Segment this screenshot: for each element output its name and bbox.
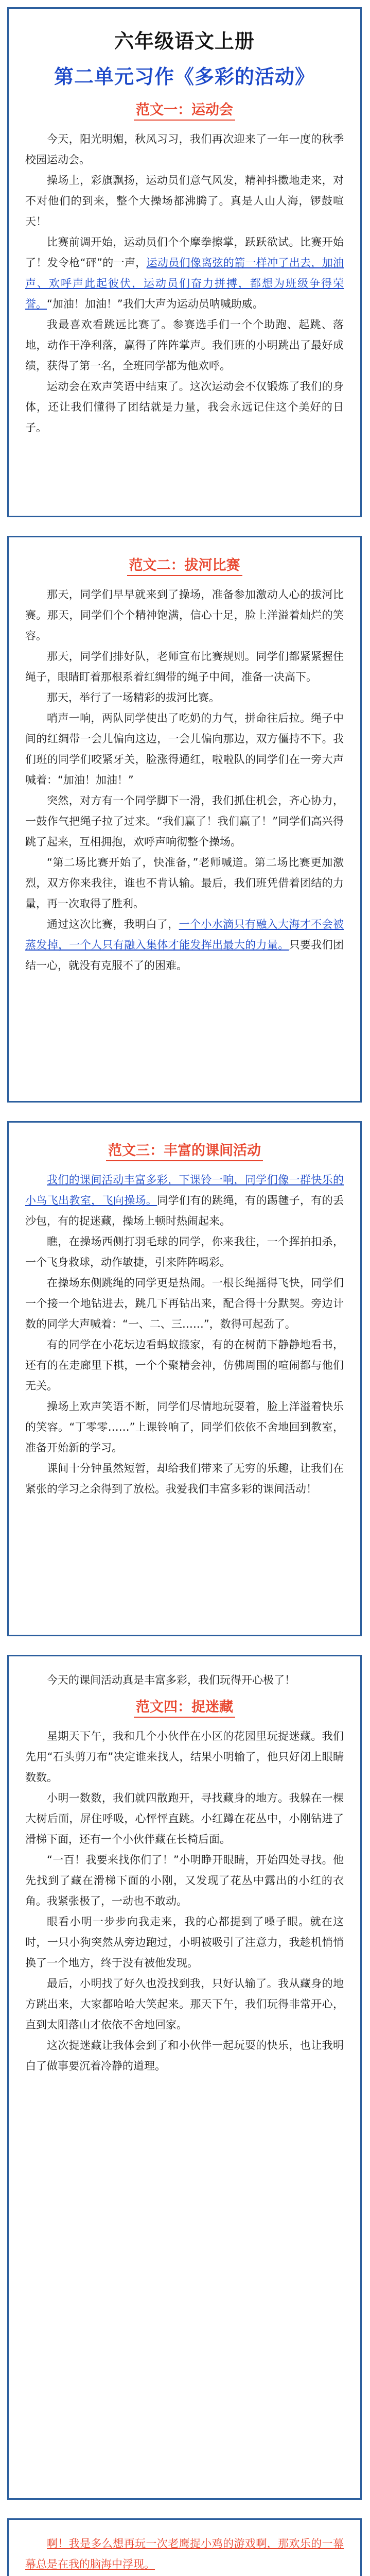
- essay-1-paragraph: 运动会在欢声笑语中结束了。这次运动会不仅锻炼了我们的身体，还让我们懂得了团结就是力量，我会永远记住这个美好的日子。: [25, 380, 344, 434]
- essay-2-paragraph: 突然，对方有一个同学脚下一滑，我们抓住机会，齐心协力，一鼓作气把绳子拉了过来。“我们赢了！我们赢了！”同学们高兴得跳了起来，互相拥抱，欢呼声响彻整个操场。: [25, 794, 344, 848]
- essay-1-paragraph: 今天，阳光明媚，秋风习习，我们再次迎来了一年一度的秋季校园运动会。: [25, 133, 344, 166]
- essay-2-title: 范文二：拔河比赛: [25, 554, 344, 576]
- essay-2-paragraph: 通过这次比赛，我明白了，一个小水滴只有融入大海才不会被蒸发掉，一个人只有融入集体才能发挥出最大的力量。只要我们团结一心，就没有克服不了的困难。: [25, 918, 344, 972]
- highlight-sentence: 我们的课间活动丰富多彩，下课铃一响，同学们像一群快乐的小鸟飞出教室，飞向操场。: [25, 1174, 344, 1207]
- essay-3-paragraph: 在操场东侧跳绳的同学更是热闹。一根长绳摇得飞快，同学们一个接一个地钻进去，跳几下再钻出来，配合得十分默契。旁边计数的同学大声喊着：“一、二、三……”，数得可起劲了。: [25, 1277, 344, 1330]
- essay-1-paragraph: 比赛前调开始，运动员们个个摩拳擦掌，跃跃欲试。比赛开始了！发令枪“砰”的一声，运动员们像离弦的箭一样冲了出去，加油声、欢呼声此起彼伏，运动员们奋力拼搏，都想为班级争得荣誉。“加油！加油！”我们大声为运动员呐喊助威。: [25, 236, 344, 310]
- essay-1-paragraph: 操场上，彩旗飘扬，运动员们意气风发，精神抖擞地走来，对不对他们的到来，整个大操场都沸腾了。真是人山人海，锣鼓喧天！: [25, 174, 344, 228]
- essay-2-paragraph: 哨声一响，两队同学使出了吃奶的力气，拼命往后拉。绳子中间的红绸带一会儿偏向这边，一会儿偏向那边，双方僵持不下。我们班的同学们咬紧牙关，脸涨得通红，啦啦队的同学们在一旁大声喊着：“加油！加油！”: [25, 712, 344, 786]
- essay-2-paragraph: 那天，同学们排好队，老师宣布比赛规则。同学们都紧紧握住绳子，眼睛盯着那根系着红绸带的绳子中间，准备一决高下。: [25, 650, 344, 683]
- essay-card-2: [7, 536, 362, 1103]
- essay-card-5: [7, 2518, 362, 2576]
- essay-5-intro: [25, 2533, 344, 2574]
- essay-2-paragraph: “第二场比赛开始了，快准备，”老师喊道。第二场比赛更加激烈，双方你来我往，谁也不肯认输。最后，我们班凭借着团结的力量，再一次取得了胜利。: [25, 856, 344, 910]
- essay-3-paragraph: 我们的课间活动丰富多彩，下课铃一响，同学们像一群快乐的小鸟飞出教室，飞向操场。同学们有的跳绳，有的踢毽子，有的丢沙包，有的捉迷藏，操场上顿时热闹起来。: [25, 1174, 344, 1227]
- essay-3-paragraph: 操场上欢声笑语不断，同学们尽情地玩耍着，脸上洋溢着快乐的笑容。“丁零零……”上课铃响了，同学们依依不舍地回到教室，准备开始新的学习。: [25, 1400, 344, 1454]
- essay-2-paragraph: 那天，举行了一场精彩的拔河比赛。: [47, 691, 220, 704]
- essay-4-paragraph: 眼看小明一步步向我走来，我的心都提到了嗓子眼。就在这时，一只小狗突然从旁边跑过，小明被吸引了注意力，我趁机悄悄换了一个地方，终于没有被他发现。: [25, 1916, 344, 1969]
- essay-4-paragraph: 最后，小明找了好久也没找到我，只好认输了。我从藏身的地方跳出来，大家都哈哈大笑起来。那天下午，我们玩得非常开心，直到太阳落山才依依不舍地回家。: [25, 1977, 344, 2031]
- essay-4-paragraph: 星期天下午，我和几个小伙伴在小区的花园里玩捉迷藏。我们先用“石头剪刀布”决定谁来找人，结果小明输了，他只好闭上眼睛数数。: [25, 1730, 344, 1784]
- essay-1-paragraph: 我最喜欢看跳远比赛了。参赛选手们一个个助跑、起跳、落地，动作干净利落，赢得了阵阵掌声。我们班的小明跳出了最好成绩，获得了第一名，全班同学都为他欢呼。: [25, 318, 344, 372]
- essay-card-3: [7, 1121, 362, 1636]
- main-title: 六年级语文上册: [114, 30, 255, 53]
- essay-4-title: 范文四：捉迷藏: [25, 1696, 344, 1718]
- essay-4-paragraph: “一百！我要来找你们了！”小明睁开眼睛，开始四处寻找。他先找到了藏在滑梯下面的小刚，又发现了花丛中露出的小红的衣角。我紧张极了，一动也不敢动。: [25, 1854, 344, 1907]
- highlight-sentence-red: 啊！我是多么想再玩一次老鹰捉小鸡的游戏啊，那欢乐的一幕幕总是在我的脑海中浮现。: [25, 2537, 344, 2570]
- essay-card-1: [7, 7, 362, 517]
- essay-1-title: 范文一：运动会: [25, 98, 344, 121]
- highlight-sentence: 一个小水滴只有融入大海才不会被蒸发掉，一个人只有融入集体才能发挥出最大的力量。: [25, 918, 344, 951]
- essay-3-paragraph: 有的同学在小花坛边看蚂蚁搬家，有的在树荫下静静地看书，还有的在走廊里下棋，一个个聚精会神，仿佛周围的喧闹都与他们无关。: [25, 1338, 344, 1392]
- essay-3-closing: 今天的课间活动真是丰富多彩，我们玩得开心极了！: [47, 1674, 295, 1686]
- essay-3-title: 范文三：丰富的课间活动: [25, 1139, 344, 1161]
- essay-3-paragraph: 课间十分钟虽然短暂，却给我们带来了无穷的乐趣，让我们在紧张的学习之余得到了放松。我爱我们丰富多彩的课间活动！: [25, 1462, 344, 1495]
- sub-title: 第二单元习作《多彩的活动》: [54, 65, 315, 88]
- essay-card-4: [7, 1655, 362, 2500]
- essay-3-paragraph: 瞧，在操场西侧打羽毛球的同学，你来我往，一个挥拍扣杀，一个飞身救球，动作敏捷，引来阵阵喝彩。: [25, 1235, 344, 1268]
- essay-4-paragraph: 小明一数数，我们就四散跑开，寻找藏身的地方。我躲在一棵大树后面，屏住呼吸，心怦怦直跳。小红蹲在花丛中，小刚钻进了滑梯下面，还有一个小伙伴藏在长椅后面。: [25, 1792, 344, 1845]
- essay-4-paragraph: 这次捉迷藏让我体会到了和小伙伴一起玩耍的快乐，也让我明白了做事要沉着冷静的道理。: [25, 2039, 344, 2072]
- essay-2-paragraph: 那天，同学们早早就来到了操场，准备参加激动人心的拔河比赛。那天，同学们个个精神饱满，信心十足，脸上洋溢着灿烂的笑容。: [25, 588, 344, 642]
- highlight-sentence: 运动员们像离弦的箭一样冲了出去，加油声、欢呼声此起彼伏，运动员们奋力拼搏，都想为班级争得荣誉。: [25, 257, 344, 310]
